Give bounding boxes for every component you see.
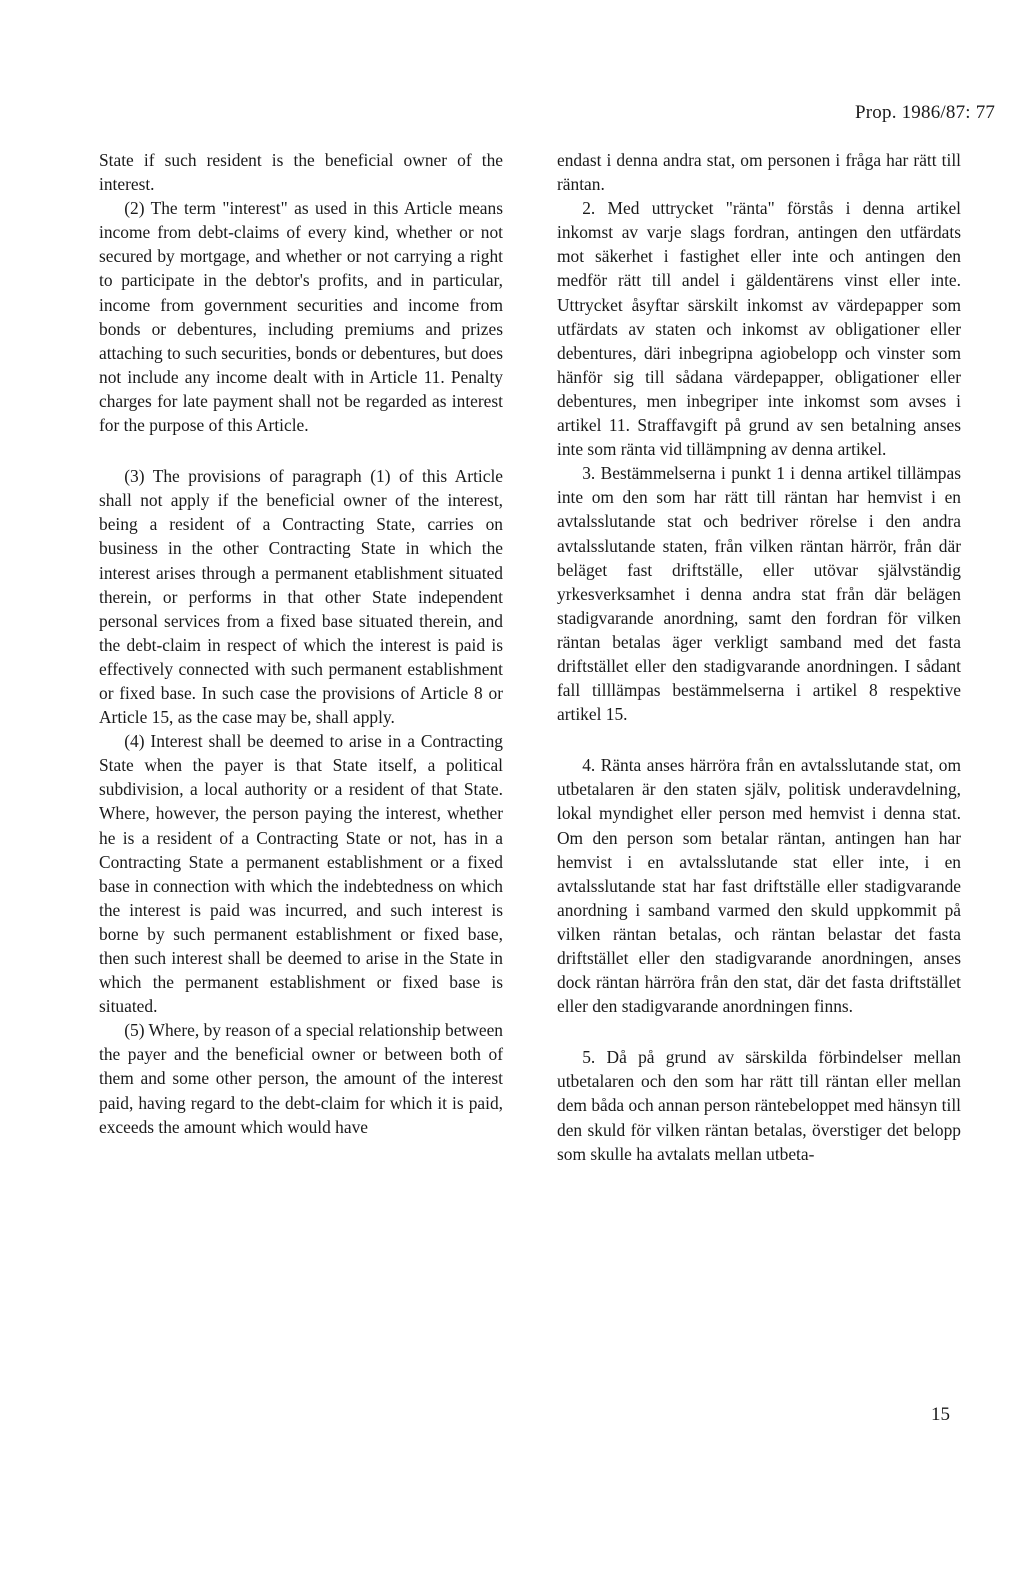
english-paragraph-3: (3) The provisions of paragraph (1) of this Article shall not apply if the beneficial owner of the interest, being a resident of a Contracting State, carries on business in the other Contracting State in which the interest arises through a permanent etablishment situated therein, or performs in that other State independent personal services from a fixed base situated therein, and the debt-claim in respect of which the interest is paid is effectively connected with such permanent establishment or fixed base. In such case the provisions of Article 8 or Article 15, as the case may be, shall apply. (99, 466, 503, 728)
swedish-paragraph-2: 2. Med uttrycket "ränta" förstås i denna artikel inkomst av varje slags fordran, antingen den utfärdats mot säkerhet i fastighet eller inte och antingen den medför rätt till andel i gäldentärens vinst eller inte. Uttrycket åsyftar särskilt inkomst av värdepapper som utfärdats av staten och inkomst av obligationer eller debentures, däri inbegripna agiobelopp och vinster som hänför sig till sådana värdepapper, obligationer eller debentures, men inbegriper inte inkomst som avses i artikel 11. Straffavgift på grund av sen betalning anses inte som ränta vid tillämpning av denna artikel. (557, 198, 961, 460)
swedish-paragraph-1-continuation: endast i denna andra stat, om personen i fråga har rätt till räntan. (557, 150, 961, 195)
english-paragraph-2: (2) The term "interest" as used in this Article means income from debt-claims of every kind, whether or not secured by mortgage, and whether or not carrying a right to participate in the debtor's profits, and in particular, income from government securities and income from bonds or debentures, including premiums and prizes attaching to such securities, bonds or debentures, but does not include any income dealt with in Article 11. Penalty charges for late payment shall not be regarded as interest for the purpose of this Article. (99, 198, 503, 436)
page-number: 15 (931, 1404, 950, 1425)
english-paragraph-5: (5) Where, by reason of a special relationship between the payer and the beneficial owner or between both of them and some other person, the amount of the interest paid, having regard to the debt-claim for which it is paid, exceeds the amount which would have (99, 1020, 503, 1137)
document-reference: Prop. 1986/87: 77 (855, 102, 996, 123)
swedish-paragraph-3: 3. Bestämmelserna i punkt 1 i denna artikel tillämpas inte om den som har rätt till räntan har hemvist i en avtalsslutande stat och bedriver rörelse i den andra avtalsslutande staten, från vilken räntan härrör, från där beläget fast driftställe, eller utövar självständig yrkesverksamhet i denna andra stat från där belägen stadigvarande anordning, samt den fordran för vilken räntan betalas äger verkligt samband med det fasta driftstället eller den stadigvarande anordningen. I sådant fall tilllämpas bestämmelserna i artikel 8 respektive artikel 15. (557, 463, 961, 725)
english-column (99, 148, 503, 1139)
swedish-column (557, 148, 961, 1166)
swedish-paragraph-4: 4. Ränta anses härröra från en avtalsslutande stat, om utbetalaren är den staten själv, politisk underavdelning, lokal myndighet eller person med hemvist i denna stat. Om den person som betalar räntan, antingen han har hemvist i en avtalsslutande stat eller inte, i en avtalsslutande stat har fast driftställe eller stadigvarande anordning i samband varmed den skuld uppkommit på vilken räntan betalas, och räntan belastar det fasta driftstället eller den stadigvarande anordningen, anses dock räntan härröra från den stat, där det fasta driftstället eller den stadigvarande anordningen finns. (557, 755, 961, 1017)
swedish-paragraph-5: 5. Då på grund av särskilda förbindelser mellan utbetalaren och den som har rätt till räntan eller mellan dem båda och annan person räntebeloppet med hänsyn till den skuld för vilken räntan betalas, överstiger det belopp som skulle ha avtalats mellan utbeta- (557, 1047, 961, 1164)
english-paragraph-4: (4) Interest shall be deemed to arise in a Contracting State when the payer is that State itself, a political subdivision, a local authority or a resident of that State. Where, however, the person paying the interest, whether he is a resident of a Contracting State or not, has in a Contracting State a permanent establishment or a fixed base in connection with which the indebtedness on which the interest is paid was incurred, and such interest is borne by such permanent establishment or fixed base, then such interest shall be deemed to arise in the State in which the permanent establishment or fixed base is situated. (99, 731, 503, 1017)
english-paragraph-1-continuation: State if such resident is the beneficial owner of the interest. (99, 150, 503, 195)
